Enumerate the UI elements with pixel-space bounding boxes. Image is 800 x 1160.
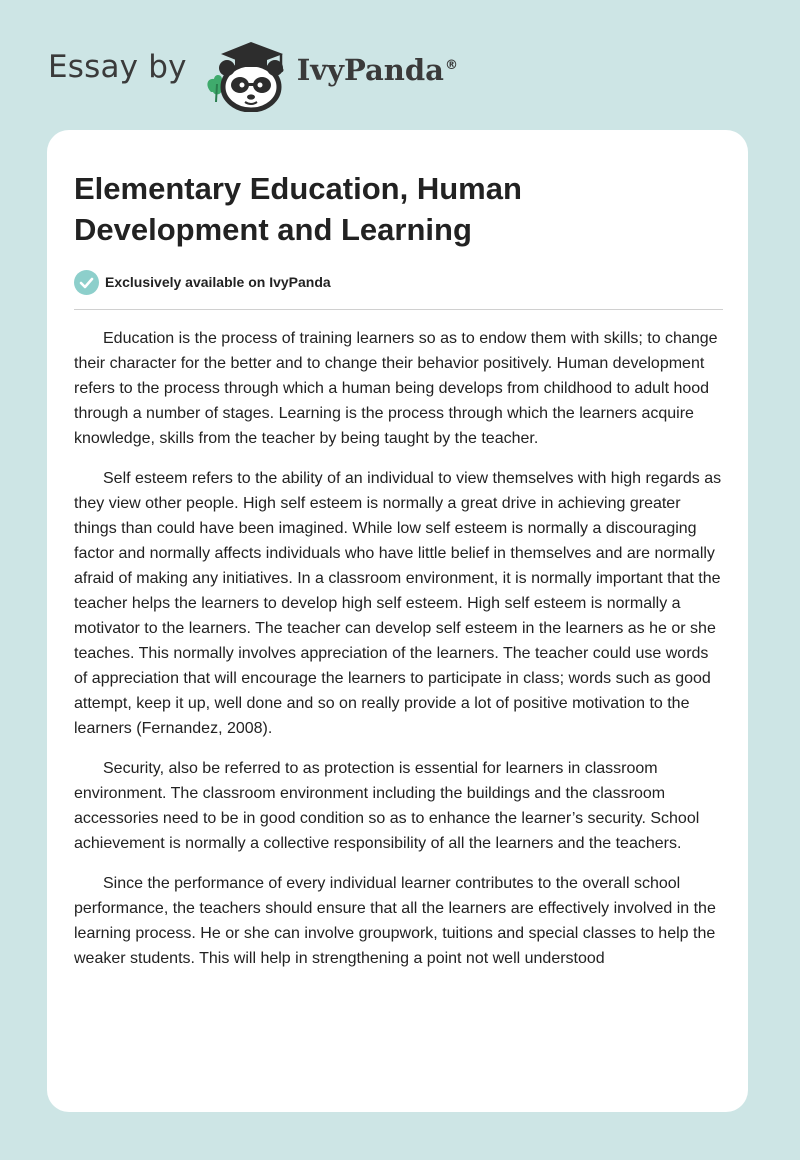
essay-card bbox=[47, 130, 748, 1112]
essay-paragraph: Education is the process of training learners so as to endow them with skills; to change their character for the better and to change their behavior positively. Human development refers to the process through which a human being develops from childhood to adult hood through a number of stages. Learning is the process through which the learners acquire knowledge, skills from the teacher by being taught by the teacher. bbox=[74, 330, 718, 447]
exclusive-badge bbox=[74, 269, 723, 295]
essay-paragraph: Security, also be referred to as protection is essential for learners in classroom environment. The classroom environment including the buildings and the classroom accessories need to be in good condition so as to enhance the learner’s security. School achievement is normally a collective responsibility of all the learners and the teachers. bbox=[74, 760, 700, 852]
brand-prefix: Essay by bbox=[48, 49, 187, 85]
brand-name bbox=[297, 53, 458, 87]
panda-logo-icon bbox=[201, 32, 293, 112]
brand-name-text: IvyPanda bbox=[296, 53, 444, 87]
essay-title: Elementary Education, Human Development and Learning bbox=[74, 171, 522, 247]
essay-paragraph: Self esteem refers to the ability of an individual to view themselves with high regards as they view other people. High self esteem is normally a great drive in achieving greater things than could have been imagined. While low self esteem is normally a discouraging factor and normally affects individuals who have little belief in themselves and are normally afraid of making any initiatives. In a classroom environment, it is normally important that the teacher helps the learners to develop high self esteem. High self esteem is normally a motivator to the learners. The teacher can develop self esteem in the learners as he or she teaches. This normally involves appreciation of the learners. The teacher could use words of appreciation that will encourage the learners to participate in class; words such as good attempt, keep it up, well done and so on really provide a lot of positive motivation to the learners (Fernandez, 2008). bbox=[74, 470, 722, 737]
essay-card-inner bbox=[74, 130, 723, 986]
ivypanda-logo-link[interactable] bbox=[201, 32, 458, 112]
essay-body bbox=[74, 326, 723, 971]
registered-mark: ® bbox=[444, 58, 458, 74]
title-divider bbox=[74, 309, 723, 310]
exclusive-label: Exclusively available on IvyPanda bbox=[105, 274, 331, 290]
essay-paragraph: Since the performance of every individual learner contributes to the overall school performance, the teachers should ensure that all the learners are effectively involved in the learning process. He or she can involve groupwork, tuitions and special classes to help the weaker students. This will help in strengthening a point not well understood bbox=[74, 875, 716, 967]
check-circle-icon bbox=[74, 270, 99, 295]
site-header bbox=[48, 32, 458, 112]
